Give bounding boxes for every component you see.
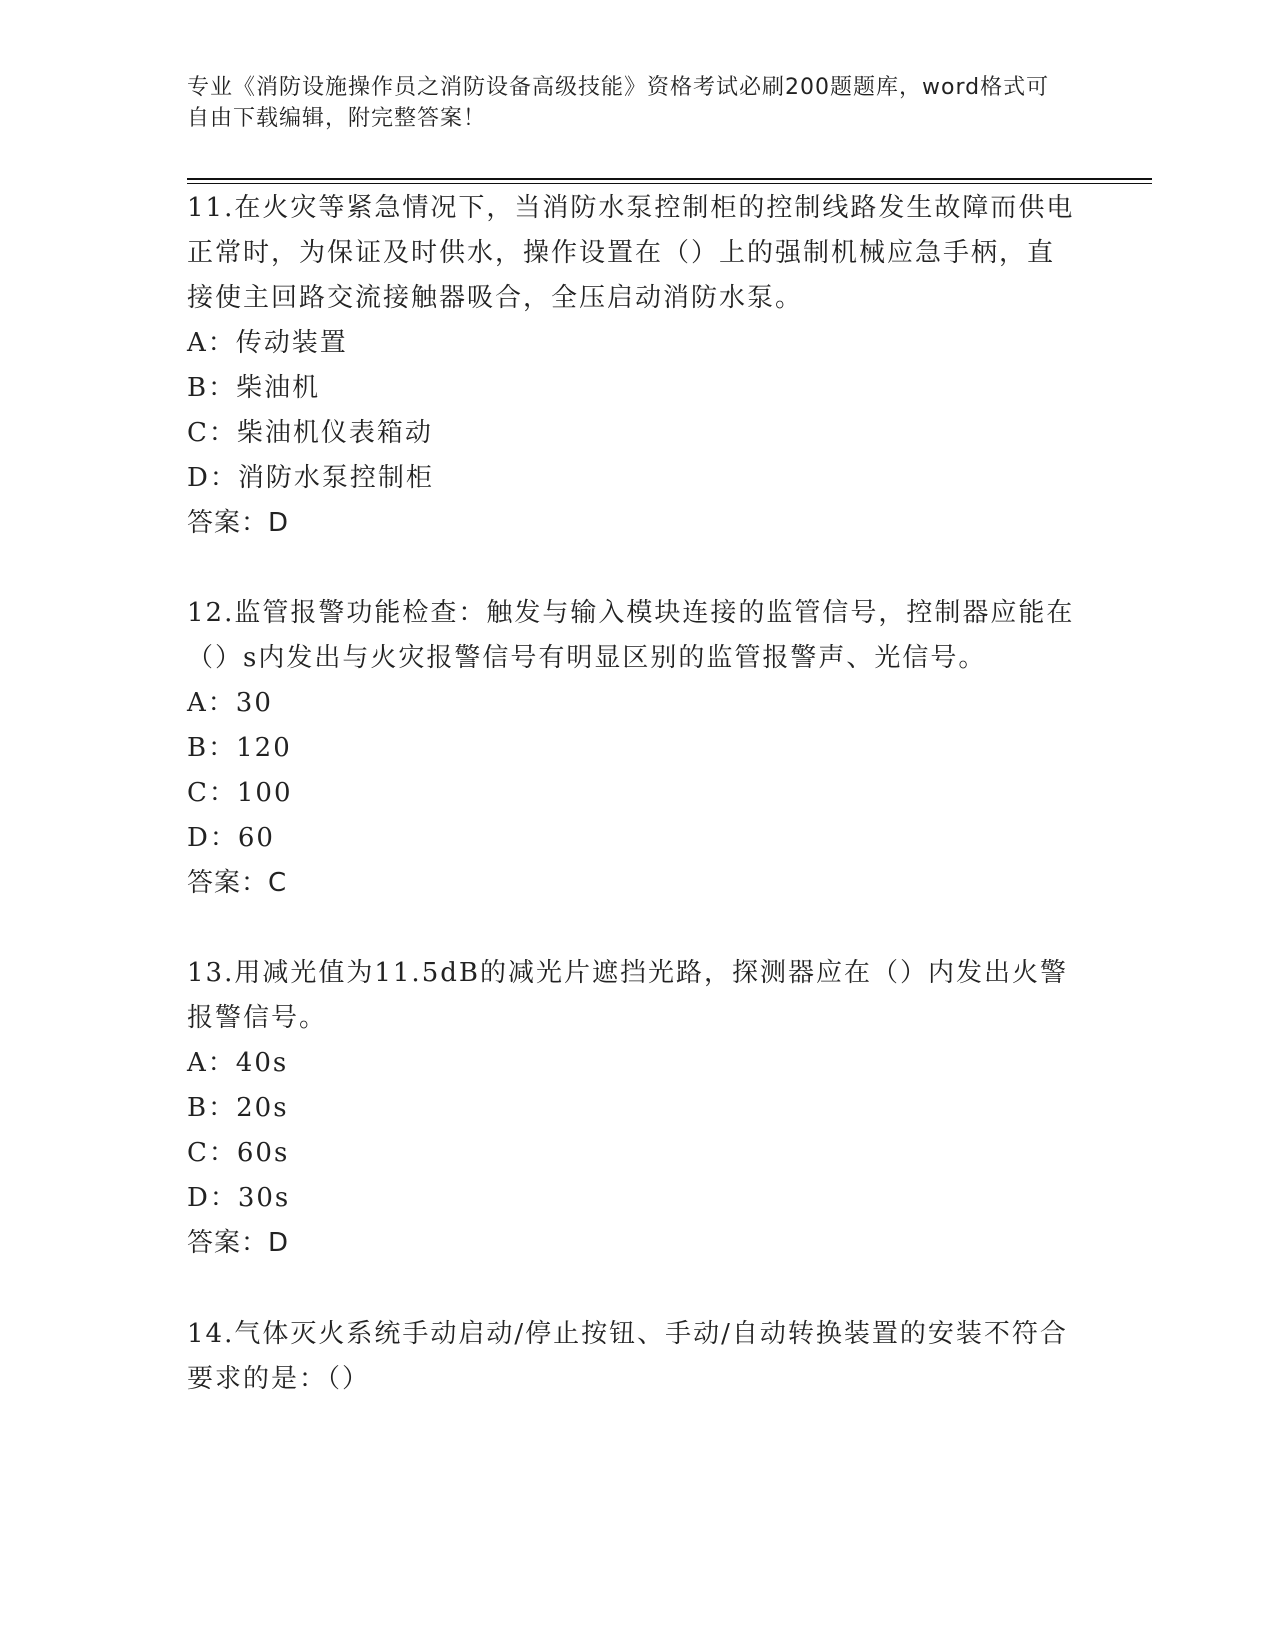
- option-d: D：消防水泵控制柜: [187, 463, 434, 493]
- question-stem: 12.监管报警功能检查：触发与输入模块连接的监管信号，控制器应能在（）s内发出与火灾报警信号有明显区别的监管报警声、光信号。: [187, 598, 1075, 673]
- option-a: A：40s: [187, 1048, 289, 1078]
- question-stem: 13.用减光值为11.5dB的减光片遮挡光路，探测器应在（）内发出火警报警信号。: [187, 958, 1068, 1033]
- option-c: C：60s: [187, 1138, 290, 1168]
- option-b: B：柴油机: [187, 373, 321, 403]
- option-a: A：30: [187, 688, 273, 718]
- question-stem: 14.气体灭火系统手动启动/停止按钮、手动/自动转换装置的安装不符合要求的是：（）: [187, 1319, 1068, 1394]
- header-divider-thin: [187, 183, 1152, 184]
- answer: 答案：D: [187, 1228, 290, 1258]
- question-11: [187, 186, 1082, 546]
- document-header: 专业《消防设施操作员之消防设备高级技能》资格考试必刷200题题库，word格式可自由下载编辑，附完整答案！: [187, 75, 1050, 131]
- option-b: B：20s: [187, 1093, 289, 1123]
- option-c: C：柴油机仪表箱动: [187, 418, 433, 448]
- answer: 答案：D: [187, 508, 290, 538]
- question-13: [187, 951, 1082, 1266]
- option-a: A：传动装置: [187, 328, 348, 358]
- question-14: [187, 1312, 1082, 1402]
- option-d: D：30s: [187, 1183, 291, 1213]
- question-12: [187, 591, 1082, 906]
- header-divider: [187, 178, 1152, 180]
- option-d: D：60: [187, 823, 275, 853]
- option-c: C：100: [187, 778, 293, 808]
- option-b: B：120: [187, 733, 292, 763]
- question-stem: 11.在火灾等紧急情况下，当消防水泵控制柜的控制线路发生故障而供电正常时，为保证及时供水，操作设置在（）上的强制机械应急手柄，直接使主回路交流接触器吸合，全压启动消防水泵。: [187, 193, 1075, 313]
- answer: 答案：C: [187, 868, 288, 898]
